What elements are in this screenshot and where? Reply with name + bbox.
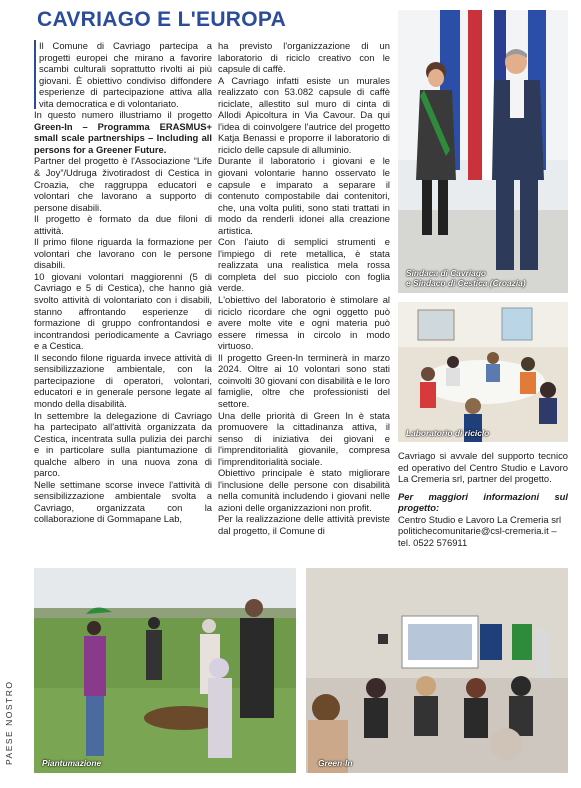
- paragraph: Con l'aiuto di semplici strumenti e l'impiego di rete metallica, è stata realizzata una realistica mela rossa completa del suo picciolo con foglia verde.: [218, 236, 390, 294]
- column-2: [218, 40, 390, 537]
- presentation-photo: [306, 568, 568, 773]
- paragraph: Il progetto Green-In terminerà in marzo 2024. Oltre ai 10 volontari sono stati coinvolti 30 giovani con disabilità e le loro famiglie, oltre che professionisti del settore.: [218, 351, 390, 409]
- paragraph: Il progetto è formato da due filoni di attività.: [34, 213, 212, 236]
- project-info: [398, 450, 568, 548]
- article-title: CAVRIAGO E L'EUROPA: [37, 8, 287, 31]
- lead-paragraph: Il Comune di Cavriago partecipa a progetti europei che mirano a favorire scambi culturali soprattutto rivolti ai più giovani. È obiettivo condiviso diffondere esperienze di partecipazione attiva alla vita democratica e di volontariato.: [34, 40, 212, 109]
- paragraph: [34, 109, 212, 155]
- project-name: Green-In – Programma ERASMUS+ small scale partnerships – Including all persons for a Greener Future.: [34, 120, 212, 155]
- photo-caption: [406, 268, 526, 288]
- paragraph: L'obiettivo del laboratorio è stimolare al riciclo ricordare che ogni oggetto può avere molte vite e ogni materia può essere rimessa in circolo in modo virtuoso.: [218, 294, 390, 352]
- paragraph: Il primo filone riguarda la formazione per volontari che lavorano con le persone disabili.: [34, 236, 212, 271]
- paragraph: Una delle priorità di Green In è stata promuovere la cittadinanza attiva, il senso di iniziativa dei giovani e l'imprenditorialità giovanile, compresa l'imprenditorialità sociale.: [218, 409, 390, 467]
- section-label: PAESE NOSTRO: [4, 680, 14, 765]
- paragraph: A Cavriago infatti esiste un murales realizzato con 53.082 capsule di caffè riciclate, allestito sul muro di cinta di Allodi Apicoltura in Via Cavour. Da qui l'idea di coinvolgere l'autrice del progetto Katja Benassi e proporre il laboratorio di riciclo delle capsule di alluminio.: [218, 74, 390, 155]
- paragraph: Nelle settimane scorse invece l'attività di sensibilizzazione ambientale svolta a Cavriago, organizzata con la collaborazione di Gommapane Lab,: [34, 478, 212, 525]
- tree-planting-photo: [34, 568, 296, 773]
- info-email: politichecomunitarie@csl-cremeria.it –: [398, 525, 557, 537]
- info-line: Centro Studio e Lavoro La Cremeria srl: [398, 513, 562, 525]
- caption-line: e Sindaco di Cestica (Croazia): [406, 278, 526, 288]
- paragraph: ha previsto l'organizzazione di un laboratorio di riciclo creativo con le capsule di caffè.: [218, 40, 390, 75]
- paragraph: 10 giovani volontari maggiorenni (5 di Cavriago e 5 di Cestica), che hanno già svolto attività di volontariato con i disabili, stanno affrontando esperienze di formazione di gruppo confrontandosi e incontrandosi periodicamente a Cavriago e a Cestica.: [34, 270, 212, 352]
- recycling-lab-photo: [398, 302, 568, 442]
- paragraph: Partner del progetto è l'Associazione “Life & Joy”/Udruga životiradost di Cestica in Croazia, che raggruppa educatori e volontari che lavorano a supporto di persone disabili.: [34, 155, 212, 213]
- paragraph: Cavriago si avvale del supporto tecnico ed operativo del Centro Studio e Lavoro La Cremeria srl, partner del progetto.: [398, 450, 568, 485]
- info-phone: tel. 0522 576911: [398, 536, 468, 548]
- paragraph: In settembre la delegazione di Cavriago ha partecipato all'attività organizzata da Cestica, incentrata sulla pulizia dei parchi e in particolare sulla piantumazione di qualche albero in una nuova zona di parco.: [34, 409, 212, 479]
- photo-caption: Green-In: [318, 758, 353, 768]
- paragraph: Obiettivo principale è stato migliorare l'inclusione delle persone con disabilità nella comunità includendo i giovani nelle azioni delle organizzazioni non profit.: [218, 467, 390, 513]
- paragraph-text: In questo numero illustriamo il progetto: [34, 109, 212, 121]
- photo-caption: Piantumazione: [42, 758, 102, 768]
- mayors-photo: [398, 10, 568, 293]
- paragraph: Il secondo filone riguarda invece attività di sensibilizzazione ambientale, con la partecipazione di operatori, volontari, educatori e in generale persone legate al mondo della disabilità.: [34, 351, 212, 409]
- caption-line: Sindaca di Cavriago: [406, 268, 487, 278]
- paragraph: Durante il laboratorio i giovani e le giovani volontarie hanno osservato le capsule e imparato a separare il contenuto compostabile dai contenitori, che, una volta puliti, sono stati trattati in modo da renderli idonei alla creazione artistica.: [218, 155, 390, 236]
- info-heading: Per maggiori informazioni sul progetto:: [398, 490, 568, 514]
- photo-caption: Laboratorio di riciclo: [406, 428, 490, 438]
- column-1: [34, 40, 212, 525]
- paragraph: Per la realizzazione delle attività previste dal progetto, il Comune di: [218, 513, 390, 536]
